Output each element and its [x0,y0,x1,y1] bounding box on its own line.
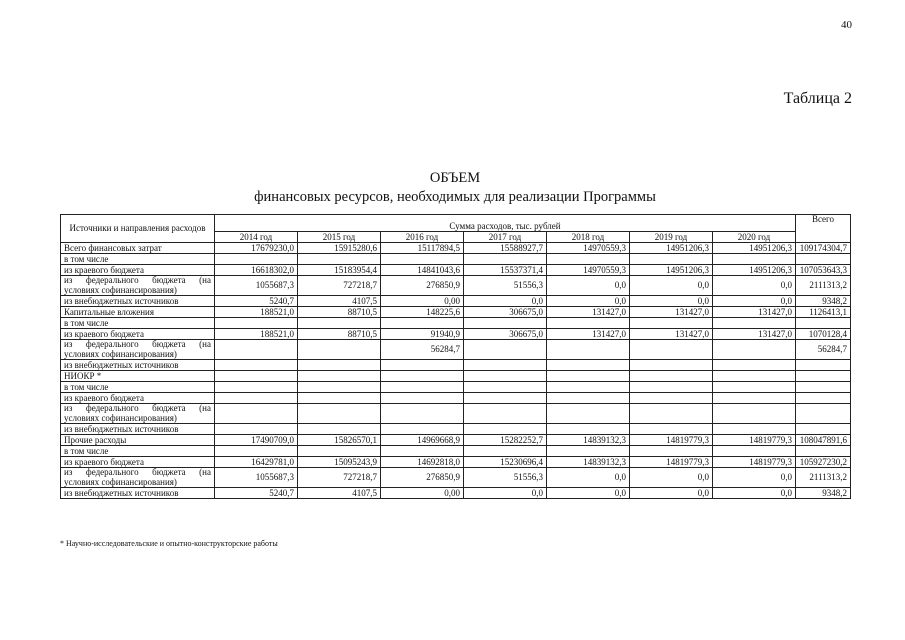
value-cell [215,340,298,360]
table-label: Таблица 2 [783,90,852,107]
value-cell: 15826570,1 [298,435,381,446]
header-source: Источники и направления расходов [61,215,215,243]
header-year: 2019 год [630,232,713,243]
value-cell [547,254,630,265]
value-cell: 0,0 [547,276,630,296]
table-row [61,468,851,488]
value-cell: 1055687,3 [215,276,298,296]
row-label: в том числе [61,446,215,457]
value-cell [381,254,464,265]
value-cell [630,371,713,382]
value-cell [381,382,464,393]
value-cell: 0,0 [464,296,547,307]
total-cell [796,254,851,265]
value-cell: 15230696,4 [464,457,547,468]
value-cell: 131427,0 [547,329,630,340]
value-cell: 0,0 [547,468,630,488]
value-cell: 0,00 [381,488,464,499]
value-cell [215,382,298,393]
value-cell [464,424,547,435]
value-cell [630,404,713,424]
value-cell [215,393,298,404]
row-label: из краевого бюджета [61,393,215,404]
value-cell: 14841043,6 [381,265,464,276]
row-label: из федерального бюджета (на условиях софинансирования) [61,276,215,296]
total-cell: 108047891,6 [796,435,851,446]
value-cell [713,382,796,393]
value-cell: 91940,9 [381,329,464,340]
value-cell [381,446,464,457]
value-cell [464,254,547,265]
row-label: в том числе [61,318,215,329]
value-cell: 15183954,4 [298,265,381,276]
value-cell: 14819779,3 [630,435,713,446]
row-label: Всего финансовых затрат [61,243,215,254]
total-cell [796,424,851,435]
value-cell [298,371,381,382]
value-cell: 276850,9 [381,468,464,488]
value-cell [713,371,796,382]
value-cell [381,424,464,435]
table-row [61,382,851,393]
value-cell [298,382,381,393]
value-cell: 14951206,3 [713,265,796,276]
document-title: ОБЪЕМ [429,170,481,186]
value-cell [464,446,547,457]
value-cell [713,404,796,424]
total-cell [796,371,851,382]
total-cell [796,382,851,393]
page-number: 40 [841,19,852,31]
total-cell: 105927230,2 [796,457,851,468]
value-cell: 0,0 [630,468,713,488]
value-cell [215,424,298,435]
value-cell: 14951206,3 [713,243,796,254]
value-cell: 14970559,3 [547,243,630,254]
value-cell [215,254,298,265]
value-cell: 88710,5 [298,307,381,318]
value-cell: 727218,7 [298,276,381,296]
header-year: 2017 год [464,232,547,243]
header-year: 2018 год [547,232,630,243]
value-cell: 51556,3 [464,276,547,296]
value-cell [630,360,713,371]
value-cell [547,424,630,435]
value-cell [381,393,464,404]
row-label: НИОКР * [61,371,215,382]
value-cell: 0,0 [713,468,796,488]
header-year: 2016 год [381,232,464,243]
total-cell: 1126413,1 [796,307,851,318]
value-cell: 0,00 [381,296,464,307]
value-cell: 0,0 [547,488,630,499]
table-row [61,404,851,424]
value-cell: 15915280,6 [298,243,381,254]
financing-table [60,214,851,499]
value-cell: 14819779,3 [630,457,713,468]
value-cell: 15537371,4 [464,265,547,276]
value-cell [215,404,298,424]
value-cell [464,318,547,329]
value-cell: 0,0 [630,276,713,296]
table-row [61,435,851,446]
value-cell [298,254,381,265]
value-cell: 306675,0 [464,307,547,318]
row-label: из краевого бюджета [61,457,215,468]
table-row [61,254,851,265]
value-cell: 51556,3 [464,468,547,488]
total-cell: 56284,7 [796,340,851,360]
value-cell: 14692818,0 [381,457,464,468]
table-row [61,446,851,457]
value-cell: 0,0 [464,488,547,499]
value-cell [547,382,630,393]
value-cell [713,254,796,265]
value-cell: 56284,7 [381,340,464,360]
table-row [61,488,851,499]
value-cell [547,360,630,371]
table-row [61,457,851,468]
total-cell: 107053643,3 [796,265,851,276]
row-label: Прочие расходы [61,435,215,446]
value-cell: 88710,5 [298,329,381,340]
value-cell: 4107,5 [298,488,381,499]
value-cell: 131427,0 [713,329,796,340]
value-cell: 131427,0 [630,329,713,340]
value-cell: 131427,0 [547,307,630,318]
table-row [61,243,851,254]
value-cell: 727218,7 [298,468,381,488]
value-cell: 1055687,3 [215,468,298,488]
header-total: Всего [796,215,851,243]
row-label: Капитальные вложения [61,307,215,318]
value-cell [298,340,381,360]
value-cell [215,318,298,329]
value-cell: 17679230,0 [215,243,298,254]
value-cell [381,404,464,424]
header-year: 2014 год [215,232,298,243]
row-label: из внебюджетных источников [61,296,215,307]
value-cell [547,393,630,404]
row-label: в том числе [61,254,215,265]
total-cell [796,318,851,329]
value-cell [464,360,547,371]
row-label: из федерального бюджета (на условиях софинансирования) [61,404,215,424]
value-cell: 15282252,7 [464,435,547,446]
value-cell [464,393,547,404]
table-row [61,265,851,276]
value-cell [713,424,796,435]
value-cell [547,404,630,424]
total-cell: 1070128,4 [796,329,851,340]
table-row [61,329,851,340]
value-cell [381,318,464,329]
value-cell [630,254,713,265]
value-cell: 5240,7 [215,488,298,499]
total-cell: 9348,2 [796,488,851,499]
value-cell [298,360,381,371]
table-row [61,360,851,371]
value-cell: 188521,0 [215,329,298,340]
value-cell: 4107,5 [298,296,381,307]
value-cell [215,371,298,382]
value-cell [630,382,713,393]
table-row [61,318,851,329]
header-sum: Сумма расходов, тыс. рублей [215,215,796,232]
row-label: из краевого бюджета [61,265,215,276]
value-cell: 14969668,9 [381,435,464,446]
value-cell [547,371,630,382]
value-cell: 188521,0 [215,307,298,318]
row-label: из внебюджетных источников [61,360,215,371]
value-cell: 0,0 [547,296,630,307]
total-cell: 2111313,2 [796,276,851,296]
value-cell: 14819779,3 [713,435,796,446]
value-cell: 15117894,5 [381,243,464,254]
document-subtitle: финансовых ресурсов, необходимых для реализации Программы [254,189,656,205]
value-cell: 14839132,3 [547,457,630,468]
value-cell [464,404,547,424]
value-cell [215,446,298,457]
total-cell: 2111313,2 [796,468,851,488]
value-cell: 131427,0 [713,307,796,318]
table-row [61,393,851,404]
value-cell [713,446,796,457]
value-cell: 0,0 [713,488,796,499]
value-cell: 15095243,9 [298,457,381,468]
value-cell: 14951206,3 [630,265,713,276]
value-cell: 0,0 [713,296,796,307]
value-cell: 0,0 [713,276,796,296]
value-cell [464,371,547,382]
value-cell [630,424,713,435]
total-cell [796,393,851,404]
value-cell [547,318,630,329]
value-cell: 15588927,7 [464,243,547,254]
value-cell [464,382,547,393]
value-cell [547,340,630,360]
row-label: из внебюджетных источников [61,488,215,499]
value-cell [381,371,464,382]
value-cell [298,404,381,424]
value-cell: 14970559,3 [547,265,630,276]
value-cell: 16618302,0 [215,265,298,276]
value-cell: 276850,9 [381,276,464,296]
value-cell [298,446,381,457]
row-label: из краевого бюджета [61,329,215,340]
value-cell [381,360,464,371]
value-cell [464,340,547,360]
value-cell [547,446,630,457]
value-cell [713,318,796,329]
total-cell [796,360,851,371]
value-cell [298,424,381,435]
value-cell [713,393,796,404]
row-label: из внебюджетных источников [61,424,215,435]
value-cell: 131427,0 [630,307,713,318]
header-year: 2020 год [713,232,796,243]
value-cell: 16429781,0 [215,457,298,468]
value-cell: 0,0 [630,296,713,307]
value-cell: 14819779,3 [713,457,796,468]
total-cell [796,446,851,457]
value-cell: 5240,7 [215,296,298,307]
row-label: в том числе [61,382,215,393]
table-row [61,424,851,435]
value-cell [215,360,298,371]
row-label: из федерального бюджета (на условиях софинансирования) [61,468,215,488]
total-cell: 109174304,7 [796,243,851,254]
footnote: * Научно-исследовательские и опытно-конструкторские работы [60,539,278,548]
table-row [61,340,851,360]
row-label: из федерального бюджета (на условиях софинансирования) [61,340,215,360]
value-cell: 148225,6 [381,307,464,318]
table-row [61,371,851,382]
table-header-row [61,215,851,232]
value-cell [630,446,713,457]
value-cell: 306675,0 [464,329,547,340]
value-cell [713,360,796,371]
header-year: 2015 год [298,232,381,243]
value-cell [630,393,713,404]
value-cell [630,318,713,329]
value-cell: 14951206,3 [630,243,713,254]
value-cell: 0,0 [630,488,713,499]
total-cell: 9348,2 [796,296,851,307]
value-cell [298,393,381,404]
value-cell [630,340,713,360]
value-cell [298,318,381,329]
value-cell [713,340,796,360]
value-cell: 17490709,0 [215,435,298,446]
table-row [61,307,851,318]
value-cell: 14839132,3 [547,435,630,446]
table-row [61,276,851,296]
total-cell [796,404,851,424]
table-row [61,296,851,307]
